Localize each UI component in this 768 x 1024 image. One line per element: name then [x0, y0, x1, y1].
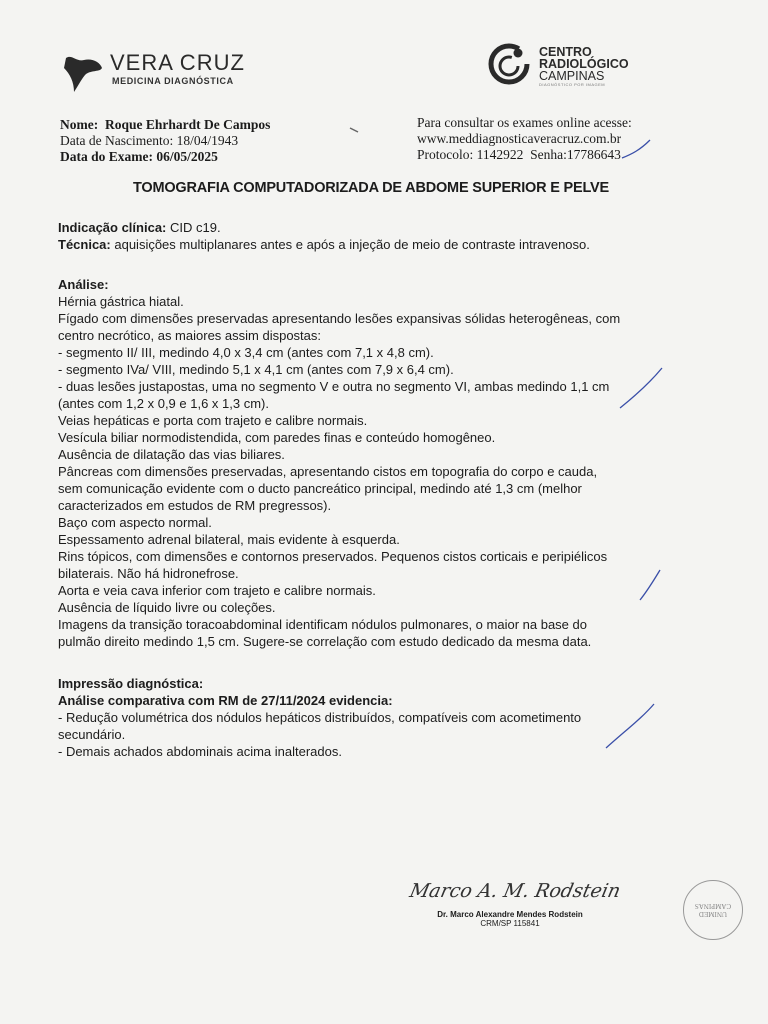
birth-label: Data de Nascimento: — [60, 133, 174, 148]
online-url[interactable]: www.meddiagnosticaveracruz.com.br — [417, 131, 622, 146]
finding-line: Ausência de líquido livre ou coleções. — [58, 600, 276, 615]
logo-line3: CAMPINAS — [539, 69, 605, 83]
password-label: Senha: — [530, 147, 567, 162]
technique-text: aquisições multiplanares antes e após a injeção de meio de contraste intravenoso. — [110, 237, 590, 252]
protocol-value: 1142922 — [476, 147, 524, 162]
finding-line: - Redução volumétrica dos nódulos hepáticos distribuídos, compatíveis com acometimento — [58, 710, 582, 725]
finding-line: (antes com 1,2 x 0,9 e 1,6 x 1,3 cm). — [58, 396, 269, 411]
analysis-heading: Análise: — [58, 277, 109, 292]
doctor-crm: CRM/SP 115841 — [480, 919, 540, 928]
analysis-findings — [58, 293, 678, 650]
exam-date-label: Data do Exame: — [60, 149, 153, 164]
handwritten-signature: Marco A. M. Rodstein — [407, 880, 623, 902]
doctor-name: Dr. Marco Alexandre Mendes Rodstein — [437, 910, 583, 919]
finding-line: Aorta e veia cava inferior com trajeto e calibre normais. — [58, 583, 376, 598]
finding-line: Pâncreas com dimensões preservadas, apresentando cistos em topografia do corpo e cauda, — [58, 464, 598, 479]
finding-line: bilaterais. Não há hidronefrose. — [58, 566, 239, 581]
finding-line: - segmento IVa/ VIII, medindo 5,1 x 4,1 cm (antes com 7,9 x 6,4 cm). — [58, 362, 454, 377]
signature-block — [407, 880, 623, 928]
finding-line: - segmento II/ III, medindo 4,0 x 3,4 cm (antes com 7,1 x 4,8 cm). — [58, 345, 434, 360]
finding-line: sem comunicação evidente com o ducto pancreático principal, medindo até 1,3 cm (melhor — [58, 481, 582, 496]
patient-name: Roque Ehrhardt De Campos — [104, 117, 271, 132]
finding-line: - Demais achados abdominais acima inalterados. — [58, 744, 342, 759]
indication-label: Indicação clínica: — [58, 220, 167, 235]
password-value: 17786643 — [566, 147, 621, 162]
finding-line: Hérnia gástrica hiatal. — [58, 294, 184, 309]
impression-heading: Impressão diagnóstica: — [58, 676, 204, 691]
birth-date: 18/04/1943 — [176, 133, 239, 148]
finding-line: Veias hepáticas e porta com trajeto e calibre normais. — [58, 413, 368, 428]
finding-line: centro necrótico, as maiores assim dispostas: — [58, 328, 321, 343]
online-access-info — [417, 115, 632, 163]
finding-line: Imagens da transição toracoabdominal identificam nódulos pulmonares, o maior na base do — [58, 617, 587, 632]
impression-subheading: Análise comparativa com RM de 27/11/2024 evidencia: — [58, 693, 393, 708]
finding-line: secundário. — [58, 727, 126, 742]
logo-line1: CENTRO — [539, 45, 592, 59]
unimed-stamp — [683, 880, 743, 940]
name-label: Nome: — [60, 117, 99, 132]
patient-info — [60, 117, 270, 165]
protocol-label: Protocolo: — [417, 147, 474, 162]
logo-tagline: DIAGNÓSTICO POR IMAGEM — [539, 82, 606, 87]
finding-line: caracterizados em estudos de RM pregressos). — [58, 498, 332, 513]
technique-label: Técnica: — [58, 237, 111, 252]
impression-findings — [58, 709, 678, 760]
centro-radiologico-logo-icon — [487, 42, 531, 86]
finding-line: Espessamento adrenal bilateral, mais evidente à esquerda. — [58, 532, 400, 547]
finding-line: pulmão direito medindo 1,5 cm. Sugere-se correlação com estudo dedicado da mesma data. — [58, 634, 592, 649]
exam-date: 06/05/2025 — [156, 149, 218, 164]
report-body — [58, 219, 678, 760]
finding-line: Vesícula biliar normodistendida, com paredes finas e conteúdo homogêneo. — [58, 430, 496, 445]
vera-cruz-name: VERA CRUZ — [110, 50, 245, 75]
vera-cruz-logo-icon — [62, 52, 104, 94]
online-intro: Para consultar os exames online acesse: — [417, 115, 632, 130]
report-title: TOMOGRAFIA COMPUTADORIZADA DE ABDOME SUPERIOR E PELVE — [133, 180, 609, 196]
finding-line: Rins tópicos, com dimensões e contornos preservados. Pequenos cistos corticais e peripiélicos — [58, 549, 608, 564]
logo-line2: RADIOLÓGICO — [539, 57, 629, 71]
finding-line: - duas lesões justapostas, uma no segmento V e outra no segmento VI, ambas medindo 1,1 cm — [58, 379, 610, 394]
finding-line: Fígado com dimensões preservadas apresentando lesões expansivas sólidas heterogêneas, com — [58, 311, 621, 326]
finding-line: Ausência de dilatação das vias biliares. — [58, 447, 285, 462]
stamp-text: UNIMED CAMPINAS — [694, 902, 732, 918]
indication-text: CID c19. — [166, 220, 221, 235]
finding-line: Baço com aspecto normal. — [58, 515, 212, 530]
vera-cruz-subtitle: MEDICINA DIAGNÓSTICA — [112, 76, 234, 86]
